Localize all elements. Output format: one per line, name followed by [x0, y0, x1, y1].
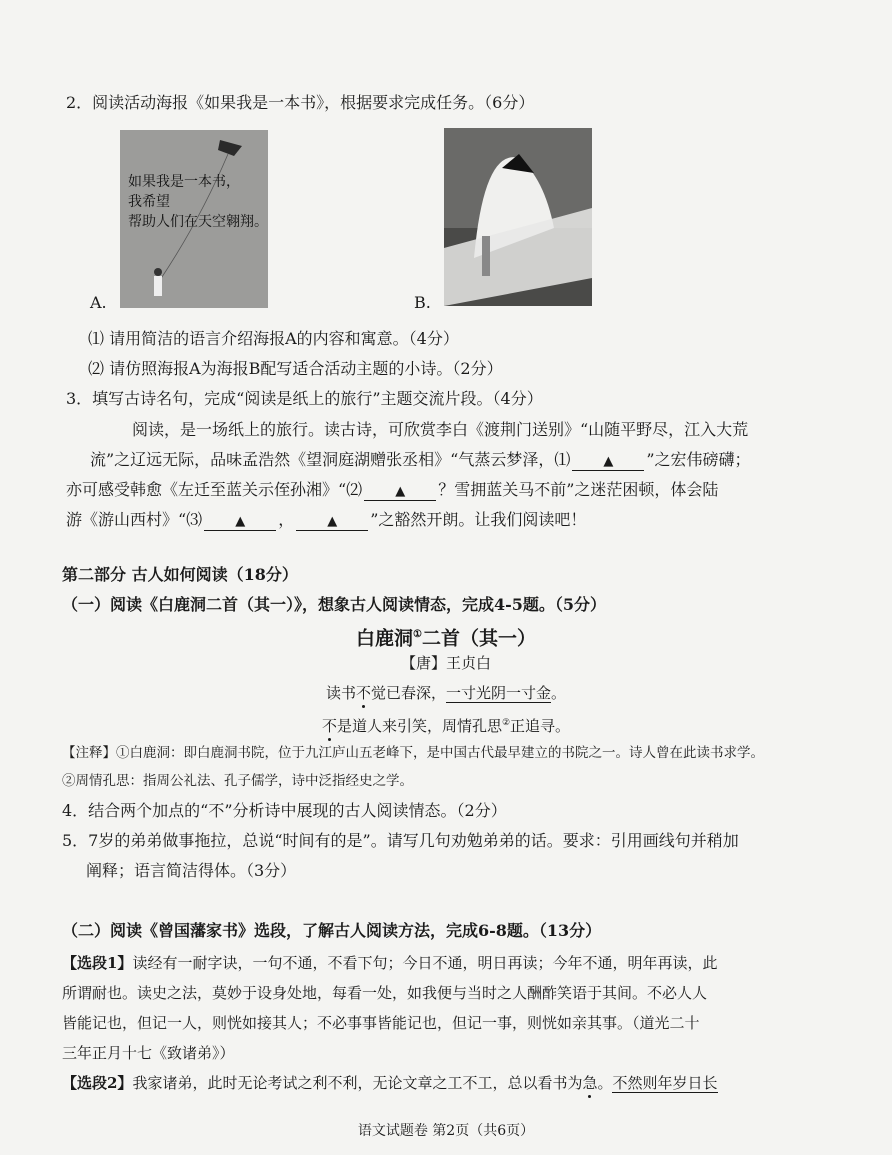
- poster-a-label: A.: [90, 293, 107, 312]
- underlined-text: 不然则年岁日长: [612, 1074, 718, 1092]
- excerpt-tag: 【选段2】: [62, 1074, 133, 1092]
- note-1: 【注释】①白鹿洞：即白鹿洞书院，位于九江庐山五老峰下，是中国古代最早建立的书院之一。诗人曾在此读书求学。: [62, 745, 764, 761]
- poem-author: 【唐】王贞白: [400, 654, 491, 672]
- underlined-line: 一寸光阴一寸金: [446, 684, 552, 702]
- section1-heading: （一）阅读《白鹿洞二首（其一）》，想象古人阅读情态，完成4-5题。（5分）: [62, 595, 607, 614]
- poem-line-2: [0, 712, 892, 737]
- q2-sub1: ⑴ 请用简洁的语言介绍海报A的内容和寓意。（4分）: [88, 329, 459, 348]
- dotted-char: 不: [321, 717, 337, 735]
- answer-blank-3[interactable]: [204, 512, 276, 531]
- part2-title: 第二部分 古人如何阅读（18分）: [62, 565, 298, 584]
- q3-text: 流”之辽远无际，品味孟浩然《望洞庭湖赠张丞相》“气蒸云梦泽，⑴: [90, 450, 571, 469]
- q3-text: ？雪拥蓝关马不前”之迷茫困顿，体会陆: [438, 480, 719, 499]
- poem-title-text: 二首（其一）: [421, 627, 536, 650]
- triangle-icon: ▲: [395, 484, 406, 499]
- q3-line3: [66, 479, 718, 501]
- q3-text: ，: [278, 510, 295, 529]
- page-footer: 语文试题卷 第2页（共6页）: [357, 1123, 535, 1139]
- poem-text: 是道人来引笑，周情孔思: [336, 717, 502, 735]
- triangle-icon: ▲: [327, 514, 338, 529]
- dotted-char: 不: [355, 684, 371, 702]
- poem-text: 读书: [325, 684, 356, 702]
- q3-line4: [66, 509, 586, 531]
- poster-a-line: 如果我是一本书，: [128, 174, 240, 190]
- poem-title: [0, 622, 892, 651]
- poem-text: 正追寻。: [510, 717, 571, 735]
- poem-title-text: 白鹿洞: [356, 627, 414, 650]
- poster-a-line: 帮助人们在天空翱翔。: [128, 214, 268, 230]
- excerpt-text: 我家诸弟，此时无论考试之利不利，无论文章之工不工，总以看书为: [132, 1074, 583, 1092]
- footnote-marker: ②: [501, 718, 511, 728]
- poster-b: [444, 128, 592, 306]
- answer-blank-1[interactable]: [572, 452, 644, 471]
- poem-text: 。: [551, 684, 567, 702]
- triangle-icon: ▲: [603, 454, 614, 469]
- excerpt-tag: 【选段1】: [62, 954, 133, 972]
- triangle-icon: ▲: [235, 514, 246, 529]
- q4: 4．结合两个加点的“不”分析诗中展现的古人阅读情态。（2分）: [62, 801, 507, 820]
- dotted-char: 急: [582, 1074, 598, 1092]
- umbrella-illustration: [444, 128, 592, 306]
- q3-text: ”之豁然开朗。让我们阅读吧！: [370, 510, 587, 529]
- poem-line-1: [0, 682, 892, 704]
- q3-stem: 3．填写古诗名句，完成“阅读是纸上的旅行”主题交流片段。（4分）: [66, 389, 543, 408]
- q2-stem: 2．阅读活动海报《如果我是一本书》，根据要求完成任务。（6分）: [66, 93, 535, 112]
- excerpt-text: 读经有一耐字诀，一句不通，不看下句；今日不通，明日再读；今年不通，明年再读，此: [132, 954, 718, 972]
- poster-a: [120, 130, 268, 308]
- section2-heading: （二）阅读《曾国藩家书》选段，了解古人阅读方法，完成6-8题。（13分）: [62, 921, 602, 940]
- excerpt1-line4: 三年正月十七《致诸弟》）: [62, 1044, 235, 1062]
- q3-line1: 阅读，是一场纸上的旅行。读古诗，可欣赏李白《渡荆门送别》“山随平野尽，江入大荒: [132, 420, 749, 439]
- answer-blank-2[interactable]: [364, 482, 436, 501]
- q3-text: ”之宏伟磅礴；: [646, 450, 751, 469]
- answer-blank-4[interactable]: [296, 512, 368, 531]
- q3-text: 亦可感受韩愈《左迁至蓝关示侄孙湘》“⑵: [66, 480, 363, 499]
- excerpt1-line2: 所谓耐也。读史之法，莫妙于设身处地，每看一处，如我便与当时之人酬酢笑语于其间。不必人人: [62, 984, 708, 1002]
- poster-a-line: 我希望: [128, 194, 170, 210]
- note-2: ②周情孔思：指周公礼法、孔子儒学，诗中泛指经史之学。: [62, 773, 413, 789]
- footnote-marker: ①: [413, 629, 422, 640]
- poem-text: 觉已春深，: [370, 684, 446, 702]
- excerpt1-line1: [62, 952, 717, 974]
- excerpt1-line3: 皆能记也，但记一人，则恍如接其人；不必事事皆能记也，但记一事，则恍如亲其事。（道光二十: [62, 1014, 700, 1032]
- poster-a-text: [128, 172, 268, 232]
- excerpt2-line1: [62, 1072, 718, 1094]
- q5-line2: 阐释；语言简洁得体。（3分）: [86, 861, 297, 880]
- q5-line1: 5．7岁的弟弟做事拖拉，总说“时间有的是”。请写几句劝勉弟弟的话。要求：引用画线句并稍加: [62, 831, 739, 850]
- excerpt-text: 。: [597, 1074, 613, 1092]
- q2-sub2: ⑵ 请仿照海报A为海报B配写适合活动主题的小诗。（2分）: [88, 359, 503, 378]
- poster-b-label: B.: [414, 293, 431, 312]
- q3-text: 游《游山西村》“⑶: [66, 510, 203, 529]
- q3-line2: [90, 449, 751, 471]
